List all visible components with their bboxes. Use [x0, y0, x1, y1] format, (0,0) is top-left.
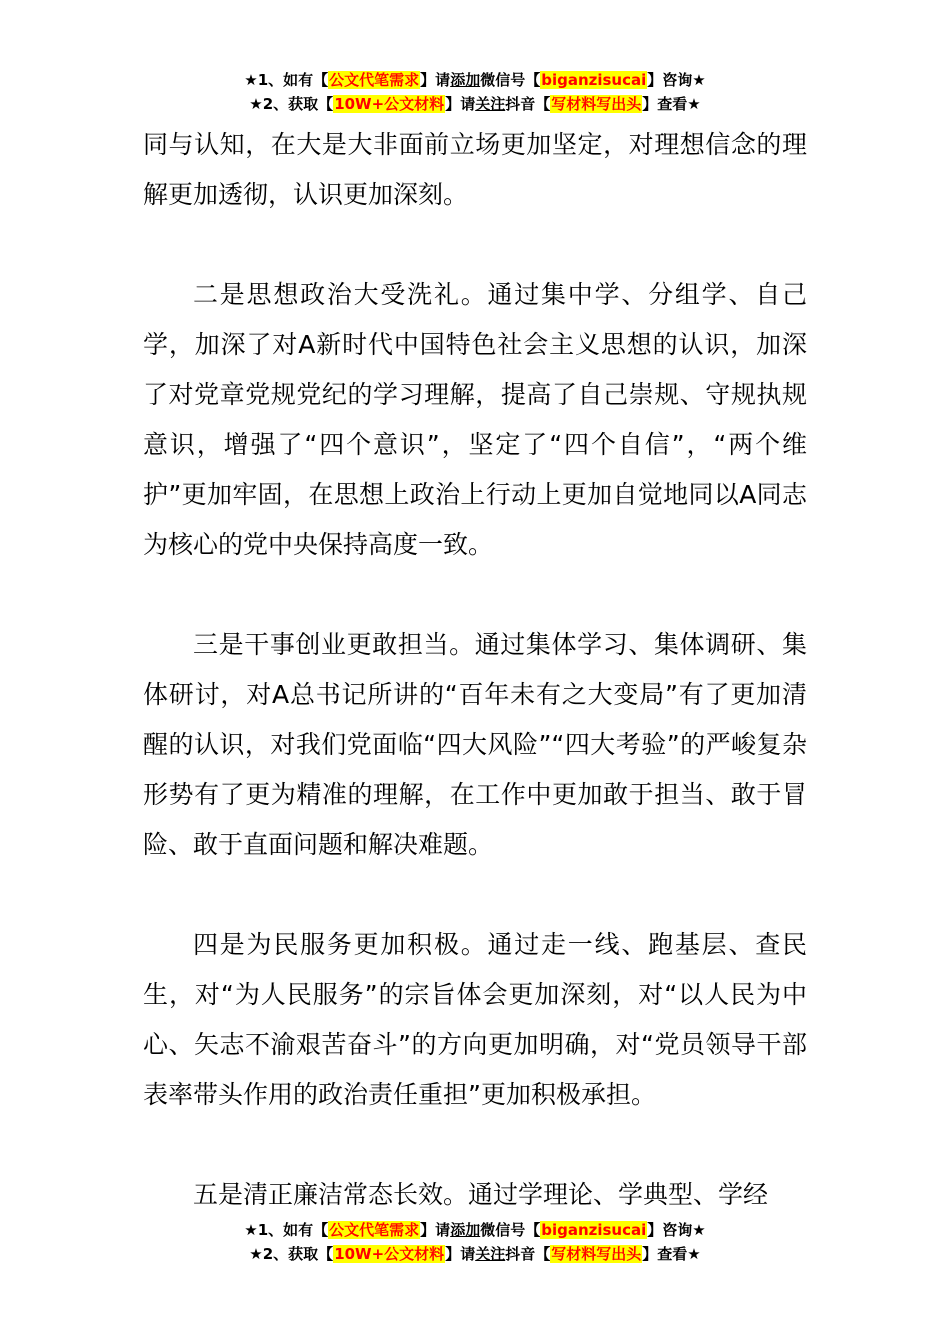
banner-wechat-id: biganzisucai [541, 1221, 647, 1239]
paragraph: 五是清正廉洁常态长效。通过学理论、学典型、学经 [193, 1180, 769, 1209]
paragraph: 同与认知，在大是大非面前立场更加坚定，对理想信念的理解更加透彻，认识更加深刻。 [143, 130, 807, 209]
banner-highlight: 10W+公文材料 [334, 95, 445, 113]
banner-line-2: ★2、获取【10W+公文材料】请关注抖音【写材料写出头】查看★ [249, 1245, 701, 1263]
banner-line-1: ★1、如有【公文代笔需求】请添加微信号【biganzisucai】咨询★ [244, 71, 706, 89]
paragraph: 二是思想政治大受洗礼。通过集中学、分组学、自己学，加深了对A新时代中国特色社会主义思想的认识，加深了对党章党规党纪的学习理解，提高了自己崇规、守规执规意识，增强了“四个意识”，坚定了“四个自信”，“两个维护”更加牢固，在思想上政治上行动上更加自觉地同以A同志为核心的党中央保持高度一致。 [143, 280, 807, 559]
banner-highlight: 公文代笔需求 [329, 71, 420, 89]
banner-highlight: 公文代笔需求 [329, 1221, 420, 1239]
banner-douyin-id: 写材料写出头 [551, 95, 642, 113]
footer-banner [0, 1218, 950, 1266]
banner-wechat-id: biganzisucai [541, 71, 647, 89]
banner-douyin-id: 写材料写出头 [551, 1245, 642, 1263]
paragraph: 四是为民服务更加积极。通过走一线、跑基层、查民生，对“为人民服务”的宗旨体会更加深刻，对“以人民为中心、矢志不渝艰苦奋斗”的方向更加明确，对“党员领导干部表率带头作用的政治责任重担”更加积极承担。 [143, 930, 807, 1109]
banner-line-1: ★1、如有【公文代笔需求】请添加微信号【biganzisucai】咨询★ [244, 1221, 706, 1239]
banner-highlight: 10W+公文材料 [334, 1245, 445, 1263]
document-body [143, 120, 807, 1220]
paragraph: 三是干事创业更敢担当。通过集体学习、集体调研、集体研讨，对A总书记所讲的“百年未有之大变局”有了更加清醒的认识，对我们党面临“四大风险”“四大考验”的严峻复杂形势有了更为精准的理解，在工作中更加敢于担当、敢于冒险、敢于直面问题和解决难题。 [143, 630, 807, 859]
header-banner [0, 68, 950, 116]
banner-line-2: ★2、获取【10W+公文材料】请关注抖音【写材料写出头】查看★ [249, 95, 701, 113]
